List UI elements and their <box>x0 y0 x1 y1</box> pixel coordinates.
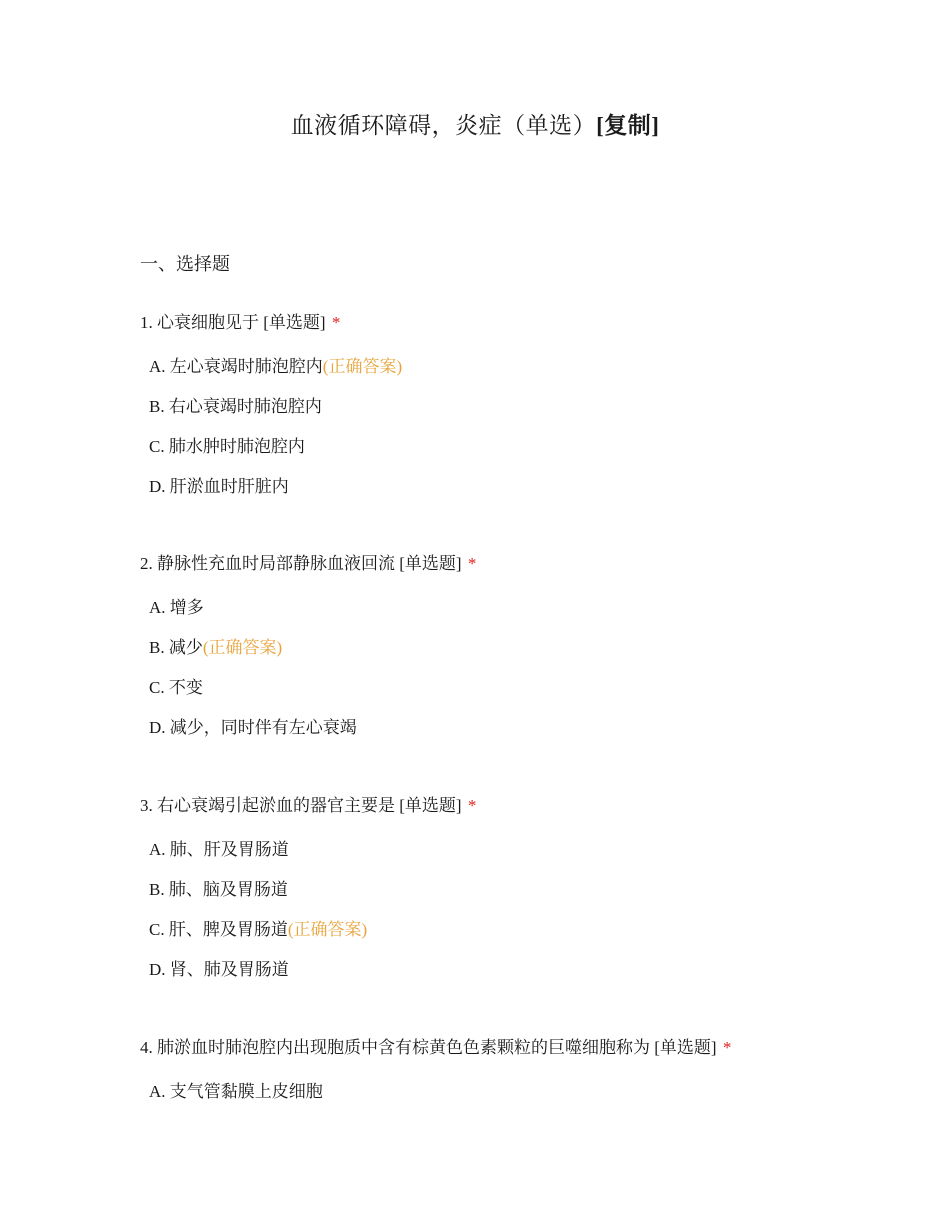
correct-answer-mark: (正确答案) <box>202 638 283 657</box>
option-a[interactable] <box>140 353 840 393</box>
option-d[interactable] <box>140 714 840 754</box>
option-text: B. 肺、脑及胃肠道 <box>149 880 288 899</box>
option-text: A. 增多 <box>149 598 204 617</box>
question-1 <box>140 309 840 513</box>
required-marker: * <box>331 313 341 332</box>
question-stem-text: 2. 静脉性充血时局部静脉血液回流 [单选题] <box>140 554 462 573</box>
correct-answer-mark: (正确答案) <box>287 920 368 939</box>
question-stem-text: 4. 肺淤血时肺泡腔内出现胞质中含有棕黄色色素颗粒的巨噬细胞称为 [单选题] <box>140 1038 717 1057</box>
option-b[interactable] <box>140 876 840 916</box>
question-4 <box>140 1034 840 1118</box>
option-text: D. 减少，同时伴有左心衰竭 <box>149 718 357 737</box>
option-c[interactable] <box>140 433 840 473</box>
option-b[interactable] <box>140 393 840 433</box>
copy-tag[interactable]: [复制] <box>596 113 660 138</box>
required-marker: * <box>467 796 477 815</box>
question-stem <box>140 792 840 820</box>
option-d[interactable] <box>140 473 840 513</box>
option-a[interactable] <box>140 1078 840 1118</box>
question-stem <box>140 309 840 337</box>
option-text: C. 肺水肿时肺泡腔内 <box>149 437 305 456</box>
option-a[interactable] <box>140 836 840 876</box>
question-3 <box>140 792 840 996</box>
question-stem <box>140 550 840 578</box>
document-title-text: 血液循环障碍，炎症（单选） <box>290 113 597 138</box>
required-marker: * <box>467 554 477 573</box>
section-heading: 一、选择题 <box>140 254 230 274</box>
question-stem <box>140 1034 840 1062</box>
question-2 <box>140 550 840 754</box>
option-text: A. 左心衰竭时肺泡腔内 <box>149 357 323 376</box>
document-title <box>0 108 950 144</box>
option-text: A. 支气管黏膜上皮细胞 <box>149 1082 323 1101</box>
option-b[interactable] <box>140 634 840 674</box>
option-text: C. 不变 <box>149 678 203 697</box>
option-c[interactable] <box>140 674 840 714</box>
option-a[interactable] <box>140 594 840 634</box>
option-text: B. 右心衰竭时肺泡腔内 <box>149 397 322 416</box>
question-stem-text: 1. 心衰细胞见于 [单选题] <box>140 313 326 332</box>
option-c[interactable] <box>140 916 840 956</box>
option-text: B. 减少 <box>149 638 203 657</box>
required-marker: * <box>722 1038 732 1057</box>
option-d[interactable] <box>140 956 840 996</box>
option-text: D. 肝淤血时肝脏内 <box>149 477 289 496</box>
correct-answer-mark: (正确答案) <box>322 357 403 376</box>
question-stem-text: 3. 右心衰竭引起淤血的器官主要是 [单选题] <box>140 796 462 815</box>
option-text: A. 肺、肝及胃肠道 <box>149 840 289 859</box>
option-text: C. 肝、脾及胃肠道 <box>149 920 288 939</box>
option-text: D. 肾、肺及胃肠道 <box>149 960 289 979</box>
